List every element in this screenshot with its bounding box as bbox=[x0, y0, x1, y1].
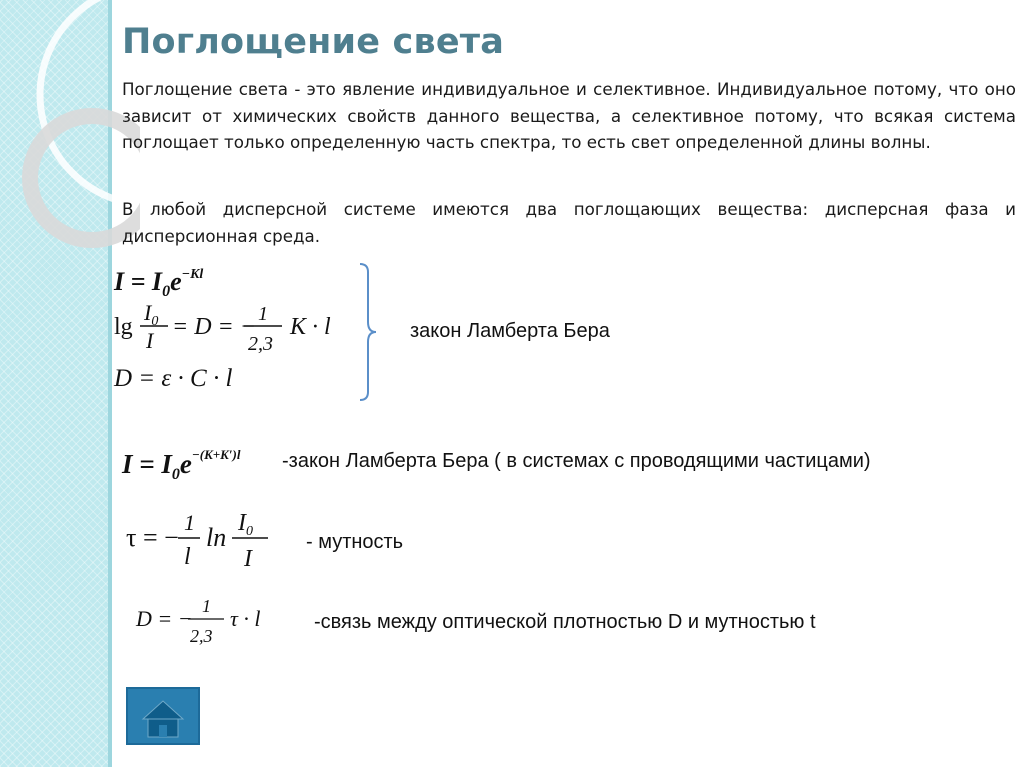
label-lambert-beer-conducting: -закон Ламберта Бера ( в системах с проводящими частицами) bbox=[282, 450, 871, 472]
svg-text:I: I bbox=[146, 328, 154, 353]
decorative-circles bbox=[0, 0, 140, 300]
svg-text:ln: ln bbox=[206, 523, 227, 552]
home-button[interactable] bbox=[126, 687, 200, 745]
formula-beer-density bbox=[113, 365, 232, 392]
label-turbidity: - мутность bbox=[306, 531, 404, 553]
svg-text:= D = −: = D = − bbox=[172, 314, 256, 340]
svg-text:1: 1 bbox=[258, 303, 268, 325]
svg-text:2,3: 2,3 bbox=[248, 333, 273, 355]
paragraph-disperse-system: В любой дисперсной системе имеются два поглощающих вещества: дисперсная фаза и дисперсионная среда. bbox=[122, 199, 1016, 246]
svg-text:τ · l: τ · l bbox=[230, 606, 261, 631]
svg-text:K · l: K · l bbox=[290, 314, 331, 340]
paragraph-absorption-definition: Поглощение света - это явление индивидуальное и селективное. Индивидуальное потому, что оно зависит от химических свойств данного вещества, а селективное потому, что всякая система поглощает только определенную часть спектра, то есть свет определенной длины волны. bbox=[122, 79, 1016, 152]
svg-text:1: 1 bbox=[184, 510, 195, 535]
formula-optical-density bbox=[114, 300, 331, 355]
svg-text:l: l bbox=[184, 544, 191, 570]
label-density-turbidity-relation: -связь между оптической плотностью D и мутностью t bbox=[314, 611, 816, 633]
formula-intensity-conducting bbox=[118, 440, 283, 485]
formula-group-lambert-beer bbox=[110, 262, 360, 402]
svg-text:D = ε · C · l: D = ε · C · l bbox=[114, 365, 233, 392]
svg-text:D = −: D = − bbox=[136, 606, 193, 631]
formula-density-turbidity bbox=[132, 592, 282, 652]
svg-text:I = I0e−(K+K′)l: $I = I_0e^{-(K+K')l}$ bbox=[122, 447, 241, 483]
formula-intensity bbox=[113, 267, 203, 300]
slide-title: Поглощение света bbox=[122, 22, 505, 62]
svg-text:I0: $I_0$ bbox=[238, 510, 253, 539]
svg-text:I: I bbox=[244, 546, 252, 572]
svg-text:2,3: 2,3 bbox=[190, 626, 213, 646]
svg-text:I = I0e−Kl: $I = I_0e^{-Kl}$ bbox=[114, 267, 204, 300]
svg-text:τ = −: τ = − bbox=[126, 523, 179, 552]
brace-icon bbox=[356, 262, 386, 402]
home-icon bbox=[128, 689, 198, 743]
svg-text:I0: $I_0$ bbox=[144, 300, 159, 329]
svg-text:1: 1 bbox=[202, 596, 211, 616]
label-lambert-beer: закон Ламберта Бера bbox=[410, 320, 610, 342]
svg-text:lg: lg bbox=[114, 314, 133, 340]
formula-turbidity bbox=[122, 502, 282, 577]
